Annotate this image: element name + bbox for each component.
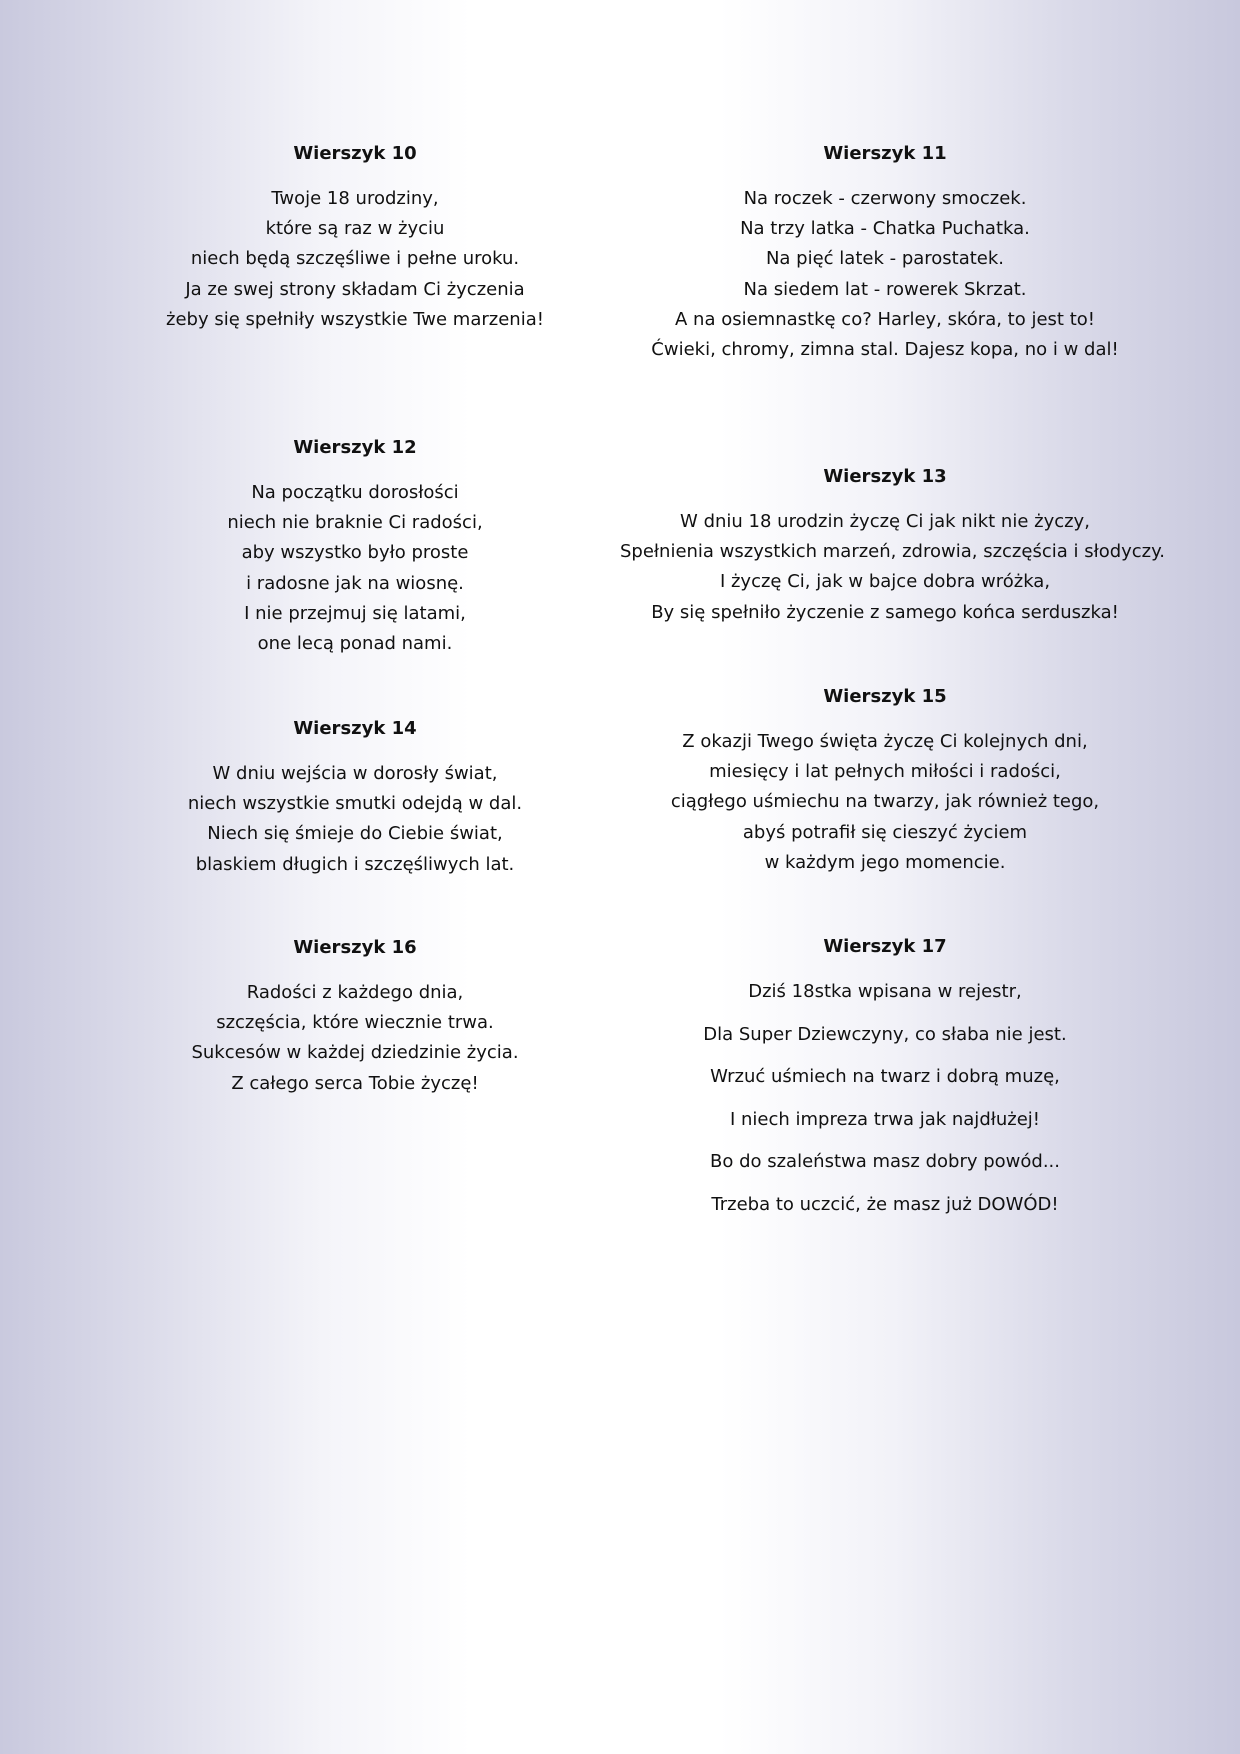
poem-17 [620,936,1150,1227]
poem-line: I nie przejmuj się latami, [244,602,466,624]
poem-line: szczęścia, które wiecznie trwa. [216,1012,494,1034]
poem-line: i radosne jak na wiosnę. [246,572,464,594]
poem-line: Ja ze swej strony składam Ci życzenia [185,278,525,300]
poem-line: blaskiem długich i szczęśliwych lat. [195,853,515,875]
poem-title: Wierszyk 10 [293,143,417,164]
poem-line: Na pięć latek - parostatek. [765,248,1005,270]
poem-line: Dziś 18stka wpisana w rejestr, [748,981,1022,1002]
poem-line: By się spełniło życzenie z samego końca serduszka! [651,601,1119,623]
poem-title: Wierszyk 16 [293,937,417,958]
poem-line: Spełnienia wszystkich marzeń, zdrowia, szczęścia i słodyczy. [620,541,1165,563]
poem-line: Sukcesów w każdej dziedzinie życia. [191,1042,519,1064]
poem-line: I niech impreza trwa jak najdłużej! [729,1108,1041,1130]
poem-12 [140,437,570,659]
poem-line: w każdym jego momencie. [764,851,1006,873]
poem-line: Na roczek - czerwony smoczek. [743,188,1027,209]
poem-line: Twoje 18 urodziny, [271,188,439,209]
poem-line: Na trzy latka - Chatka Puchatka. [740,218,1030,240]
poem-16 [140,937,570,1099]
poem-line: A na osiemnastkę co? Harley, skóra, to jest to! [675,308,1095,330]
poem-13 [620,466,1165,628]
poem-title: Wierszyk 12 [293,437,417,458]
poem-title: Wierszyk 14 [293,718,417,739]
poem-line: one lecą ponad nami. [257,633,453,655]
poem-line: niech będą szczęśliwe i pełne uroku. [190,248,520,270]
poem-line: Niech się śmieje do Ciebie świat, [207,823,503,845]
poem-title: Wierszyk 11 [823,143,947,164]
poem-14 [140,718,570,880]
poem-line: W dniu 18 urodzin życzę Ci jak nikt nie życzy, [680,511,1090,532]
poem-line: Z całego serca Tobie życzę! [231,1072,479,1094]
poem-line: Wrzuć uśmiech na twarz i dobrą muzę, [710,1066,1060,1088]
poem-11 [620,143,1150,365]
poem-line: aby wszystko było proste [241,542,469,564]
poem-title: Wierszyk 13 [823,466,947,487]
poem-line: Na początku dorosłości [251,482,459,503]
poem-line: Dla Super Dziewczyny, co słaba nie jest. [703,1023,1067,1045]
poem-line: żeby się spełniły wszystkie Twe marzenia! [166,308,544,330]
poem-line: Z okazji Twego święta życzę Ci kolejnych dni, [682,731,1088,752]
poem-line: Ćwieki, chromy, zimna stal. Dajesz kopa, no i w dal! [651,339,1119,361]
poem-line: W dniu wejścia w dorosły świat, [212,763,498,784]
poem-line: Na siedem lat - rowerek Skrzat. [743,278,1027,300]
poem-line: niech wszystkie smutki odejdą w dal. [187,793,523,815]
poem-line: które są raz w życiu [265,218,445,240]
poem-line: I życzę Ci, jak w bajce dobra wróżka, [719,571,1051,593]
poem-line: Radości z każdego dnia, [246,982,464,1003]
poem-line: miesięcy i lat pełnych miłości i radości, [709,761,1061,783]
poem-line: Bo do szaleństwa masz dobry powód... [709,1151,1060,1173]
poem-title: Wierszyk 15 [823,686,947,707]
poem-title: Wierszyk 17 [823,936,947,957]
poem-15 [620,686,1150,878]
poem-line: niech nie braknie Ci radości, [227,512,483,534]
poem-line: abyś potrafił się cieszyć życiem [742,821,1028,843]
poem-line: ciągłego uśmiechu na twarzy, jak również tego, [670,791,1100,813]
poem-line: Trzeba to uczcić, że masz już DOWÓD! [711,1193,1059,1215]
poem-10 [140,143,570,335]
